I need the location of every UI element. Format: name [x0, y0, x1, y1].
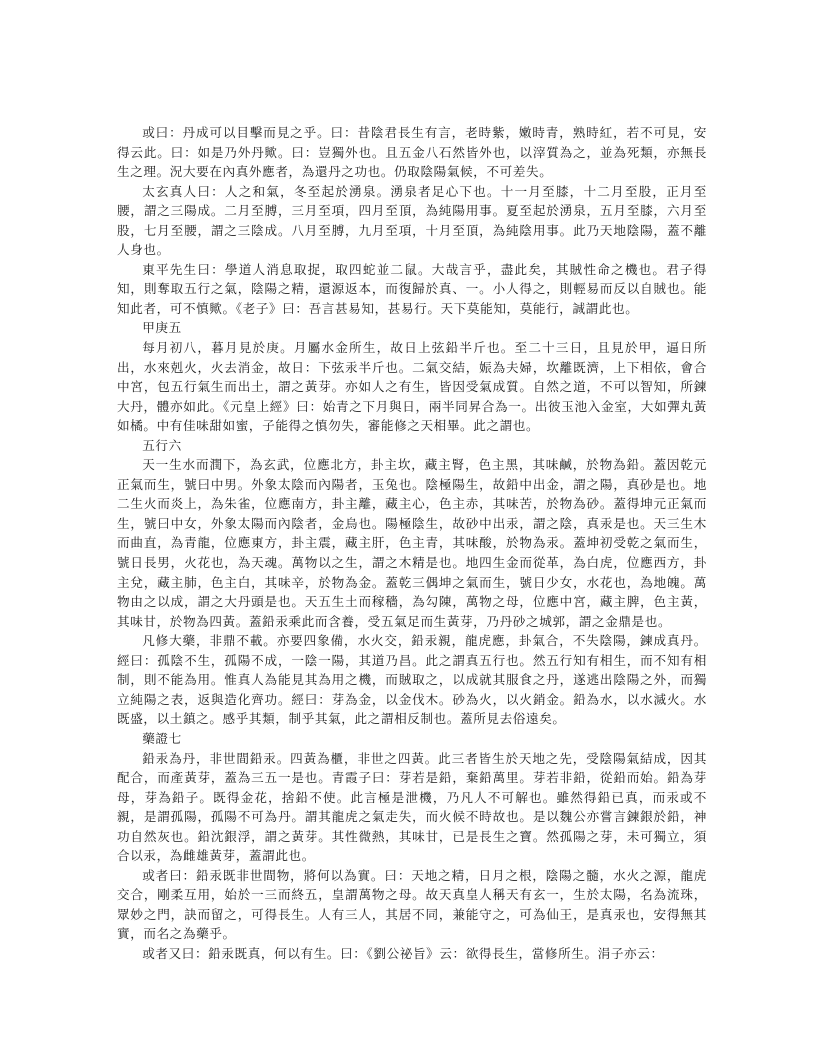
paragraph: 或曰：丹成可以目擊而見之乎。曰：昔陰君長生有言，老時紫，嫩時青，熟時紅，若不可見，安得云此。曰：如是乃外丹歟。曰：豈獨外也。且五金八石然皆外也，以滓質為之，並為死類，亦無長生之理。況大要在內真外應者，為還丹之功也。仍取陰陽氣候，不可差失。	[117, 125, 707, 180]
paragraph: 東平先生曰：學道人消息取捉，取四蛇並二鼠。大哉言乎，盡此矣，其賊性命之機也。君子得知，則奪取五行之氣，陰陽之精，還源返本，而復歸於真、一。小人得之，則輕易而反以自賊也。能知此者，可不慎歟。《老子》曰：吾言甚易知，甚易行。天下莫能知，莫能行，誠謂此也。	[117, 261, 707, 316]
paragraph: 或者又曰：鉛汞既真，何以有生。曰：《劉公祕旨》云：欲得長生，當修所生。涓子亦云：	[142, 945, 664, 961]
section-heading: 甲庚五	[142, 320, 182, 336]
paragraph: 凡修大藥，非鼎不載。亦要四象備，水火交，鉛汞親，龍虎應，卦氣合，不失陰陽，鍊成真丹。經曰：孤陰不生，孤陽不成，一陰一陽，其道乃昌。此之謂真五行也。然五行知有相生，而不知有相制，則不能為用。惟真人為能見其為用之機，而賊取之，以成就其服食之丹，遂逃出陰陽之外，而獨立純陽之表，返與造化齊功。經曰：芽為金，以金伐木。砂為火，以火銷金。鉛為水，以水滅火。水既盛，以土鎮之。感乎其類，制乎其氣，此之謂相反制也。蓋所見去俗遠矣。	[117, 633, 707, 727]
section-heading: 藥證七	[142, 730, 182, 746]
paragraph: 鉛汞為丹，非世間鉛汞。四黃為櫃，非世之四黃。此三者皆生於天地之先，受陰陽氣結成，因其配合，而產黃芽，蓋為三五一是也。青霞子曰：芽若是鉛，棄鉛萬里。芽若非鉛，從鉛而始。鉛為芽母，芽為鉛子。既得金花，捨鉛不使。此言極是泄機，乃凡人不可解也。雖然得鉛已真，而汞或不親，是謂孤陽，孤陽不可為丹。謂其龍虎之氣走失，而火候不時故也。是以魏公亦嘗言鍊銀於鉛，神功自然灰也。鉛沈銀浮，謂之黃芽。其性微熱，其味甘，已是長生之寶。然孤陽之芽，未可獨立，須合以汞，為雌雄黃芽，蓋謂此也。	[117, 750, 707, 864]
paragraph: 或者曰：鉛汞既非世間物，將何以為實。曰：天地之精，日月之根，陰陽之髓，水火之源，龍虎交合，剛柔互用，始於一三而終五，皇謂萬物之母。故天真皇人稱天有玄一，生於太陽，名為流珠，眾妙之門，訣而留之，可得長生。人有三人，其居不同，兼能守之，可為仙王，是真汞也，安得無其實，而名之為藥乎。	[117, 867, 707, 942]
document-page	[117, 123, 707, 964]
paragraph: 每月初八，暮月見於庚。月屬水金所生，故日上弦鉛半斤也。至二十三日，且見於甲，逼日所出，水來剋火，火去消金，故日：下弦汞半斤也。二氣交結，娠為夫婦，坎離既濟，上下相依，會合中宮，包五行氣生而出土，謂之黃芽。亦如人之有生，皆因受氣成質。自然之道，不可以智知，所鍊大丹，體亦如此。《元皇上經》曰：始青之下月與日，兩半同昇合為一。出彼玉池入金室，大如彈丸黃如橘。中有佳味甜如蜜，子能得之慎勿失，審能修之天相畢。此之謂也。	[117, 340, 707, 434]
paragraph: 天一生水而潤下，為玄武，位應北方，卦主坎，藏主腎，色主黑，其味鹹，於物為鉛。蓋因乾元正氣而生，號曰中男。外象太陰而內陽者，玉兔也。陰極陽生，故鉛中出金，謂之陽，真砂是也。地二生火而炎上，為朱雀，位應南方，卦主離，藏主心，色主赤，其味苦，於物為砂。蓋得坤元正氣而生，號曰中女，外象太陽而內陰者，金烏也。陽極陰生，故砂中出汞，謂之陰，真汞是也。天三生木而曲直，為青龍，位應東方，卦主震，藏主肝，色主青，其味酸，於物為汞。蓋坤初受乾之氣而生，號日長男，火花也，為天魂。萬物以之生，謂之木精是也。地四生金而從革，為白虎，位應西方，卦主兌，藏主肺，色主白，其味辛，於物為金。蓋乾三偶坤之氣而生，號日少女，水花也，為地魄。萬物由之以成，謂之大丹頭是也。天五生土而稼穡，為勾陳，萬物之母，位應中宮，藏主脾，色主黃，其味甘，於物為四黃。蓋鉛汞乘此而含養，受五氣足而生黃芽，乃丹砂之城郭，謂之金鼎是也。	[117, 457, 707, 629]
paragraph: 太玄真人曰：人之和氣，冬至起於湧泉。湧泉者足心下也。十一月至膝，十二月至股，正月至腰，謂之三陽成。二月至膊，三月至項，四月至頂，為純陽用事。夏至起於湧泉，五月至膝，六月至股，七月至腰，謂之三陰成。八月至膊，九月至項，十月至頂，為純陰用事。此乃天地陰陽，蓋不離人身也。	[117, 183, 707, 258]
section-heading: 五行六	[142, 437, 182, 453]
